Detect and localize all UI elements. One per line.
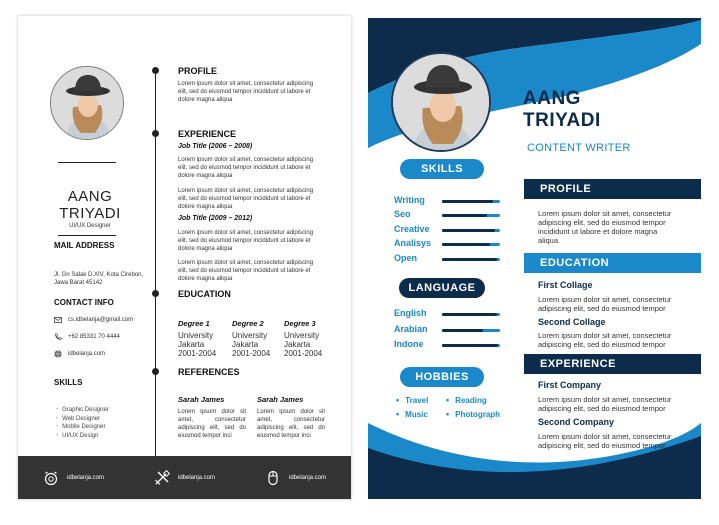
contact-website: idbelanja.com <box>68 351 106 357</box>
footer-text: idbelanja.com <box>288 474 327 481</box>
mail-address-title: MAIL ADDRESS <box>54 241 115 250</box>
degree-school: University Jakarta 2001-2004 <box>284 331 323 358</box>
education-name: First Collage <box>538 280 593 290</box>
candidate-name: AANG TRIYADI <box>59 188 121 222</box>
experience-name: First Company <box>538 380 602 390</box>
profile-text: Lorem ipsum dolor sit amet, consectetur adipiscing elit, sed do eiusmod tempor incididunt ut labore et dolore magna aliqua <box>178 81 314 103</box>
skill-bar <box>442 214 500 217</box>
skill-item: • UI/UX Design <box>56 432 109 441</box>
name-divider-bottom <box>58 235 116 236</box>
skill-item: • Graphic Designer <box>56 406 109 415</box>
candidate-first-name: AANG <box>523 88 581 109</box>
alarm-clock-icon <box>43 470 59 486</box>
references-title: REFERENCES <box>178 367 240 377</box>
design-tools-icon <box>154 470 170 486</box>
job-description: Lorem ipsum dolor sit amet, consectetur adipiscing elit, sed do eiusmod tempor incididunt ut labore et dolore magna aliqua <box>178 260 314 282</box>
language-bar <box>442 344 500 347</box>
timeline-dot <box>152 130 159 137</box>
degree-title: Degree 3 <box>284 319 316 328</box>
globe-icon <box>54 350 62 358</box>
timeline-dot <box>152 290 159 297</box>
language-pill: LANGUAGE <box>399 278 485 298</box>
timeline-line <box>155 70 156 462</box>
reference-column <box>178 395 246 440</box>
job-description: Lorem ipsum dolor sit amet, consectetur adipiscing elit, sed do eiusmod tempor incididunt ut labore et dolore magna aliqua <box>178 230 314 252</box>
language-row <box>394 324 500 336</box>
language-bar <box>442 313 500 316</box>
mouse-icon <box>265 470 281 486</box>
name-divider-top <box>58 162 116 163</box>
skill-row <box>394 253 500 265</box>
language-row <box>394 339 500 351</box>
hobby-item: • Reading <box>446 395 487 405</box>
skill-bar-fill <box>442 229 495 232</box>
language-label: Arabian <box>394 324 428 334</box>
profile-band: PROFILE <box>524 179 701 199</box>
contact-phone: +62 85331 70 4444 <box>68 334 120 340</box>
experience-text: Lorem ipsum dolor sit amet, consectetur adipiscing elit, sed do eiusmod tempor <box>538 432 672 450</box>
experience-band: EXPERIENCE <box>524 354 701 374</box>
phone-icon <box>54 333 62 341</box>
language-bar-fill <box>442 313 497 316</box>
candidate-role: CONTENT WRITER <box>527 142 631 154</box>
language-label: English <box>394 308 427 318</box>
job-title: Job Title (2006 – 2008) <box>178 143 253 150</box>
skill-bar <box>442 258 500 261</box>
reference-text: Lorem ipsum dolor sit amet, consectetur adipiscing elit, sed do eiusmod tempor inci <box>178 409 246 439</box>
experience-text: Lorem ipsum dolor sit amet, consectetur adipiscing elit, sed do eiusmod tempor <box>538 395 672 413</box>
profile-photo <box>391 52 491 152</box>
degree-title: Degree 1 <box>178 319 210 328</box>
job-description: Lorem ipsum dolor sit amet, consectetur adipiscing elit, sed do eiusmod tempor incididunt ut labore et dolore magna aliqua <box>178 157 314 179</box>
skill-label: Seo <box>394 209 411 219</box>
degree-school: University Jakarta 2001-2004 <box>232 331 271 358</box>
education-band: EDUCATION <box>524 253 701 273</box>
skills-pill: SKILLS <box>400 159 484 179</box>
profile-title: PROFILE <box>178 66 218 76</box>
hobby-item: • Photograph <box>446 409 500 419</box>
resume-template-right <box>368 18 701 499</box>
profile-text: Lorem ipsum dolor sit amet, consectetur adipiscing elit, sed do eiusmod tempor incididunt ut labore et dolore magna aliqua. <box>538 209 672 245</box>
contact-email-row <box>54 316 133 324</box>
skill-bar <box>442 200 500 203</box>
degree-column <box>178 319 226 358</box>
skill-row <box>394 195 500 207</box>
education-name: Second Collage <box>538 317 606 327</box>
profile-photo <box>50 66 124 140</box>
contact-phone-row <box>54 333 120 341</box>
footer-item <box>129 470 240 486</box>
language-bar-fill <box>442 344 498 347</box>
skills-title: SKILLS <box>54 378 83 387</box>
timeline-dot <box>152 67 159 74</box>
hobbies-pill: HOBBIES <box>400 367 484 387</box>
footer-bar <box>18 456 351 499</box>
language-row <box>394 308 500 320</box>
reference-name: Sarah James <box>178 395 225 404</box>
mail-address-text: Jl. Gn Salak D.XIV, Kota Cirebon, Jawa Barat 45142 <box>54 272 144 286</box>
degree-column <box>232 319 280 358</box>
skill-label: Creative <box>394 224 430 234</box>
candidate-last-name: TRIYADI <box>523 110 601 131</box>
candidate-role: UI/UX Designer <box>69 223 111 229</box>
reference-name: Sarah James <box>257 395 304 404</box>
footer-item <box>18 470 129 486</box>
skill-bar-fill <box>442 243 490 246</box>
person-portrait-icon <box>393 54 491 152</box>
skill-bar-fill <box>442 200 493 203</box>
skill-bar-fill <box>442 258 497 261</box>
skill-item: • Mobile Designer <box>56 423 109 432</box>
skill-label: Analisys <box>394 238 432 248</box>
experience-title: EXPERIENCE <box>178 129 237 139</box>
education-title: EDUCATION <box>178 289 231 299</box>
skills-list <box>56 406 109 440</box>
contact-info-title: CONTACT INFO <box>54 298 114 307</box>
skill-item: • Web Designer <box>56 415 109 424</box>
reference-column <box>257 395 325 440</box>
skill-bar-fill <box>442 214 487 217</box>
experience-name: Second Company <box>538 417 615 427</box>
skill-label: Writing <box>394 195 425 205</box>
skill-row <box>394 209 500 221</box>
education-text: Lorem ipsum dolor sit amet, consectetur adipiscing elit, sed do eiusmod tempor <box>538 295 672 313</box>
footer-text: idbelanja.com <box>177 474 216 481</box>
candidate-name <box>523 88 601 132</box>
footer-text: idbelanja.com <box>66 474 105 481</box>
degree-title: Degree 2 <box>232 319 264 328</box>
hobby-item: • Music <box>396 409 428 419</box>
person-portrait-icon <box>51 67 124 140</box>
skill-label: Open <box>394 253 418 263</box>
envelope-icon <box>54 316 62 324</box>
skill-row <box>394 224 500 236</box>
degree-school: University Jakarta 2001-2004 <box>178 331 217 358</box>
skill-row <box>394 238 500 250</box>
footer-item <box>240 470 351 486</box>
language-bar <box>442 329 500 332</box>
reference-text: Lorem ipsum dolor sit amet, consectetur adipiscing elit, sed do eiusmod tempor inci <box>257 409 325 439</box>
language-bar-fill <box>442 329 483 332</box>
skill-bar <box>442 243 500 246</box>
hobby-item: • Travel <box>396 395 428 405</box>
resume-template-left <box>18 16 351 499</box>
contact-web-row <box>54 350 105 358</box>
degree-column <box>284 319 332 358</box>
job-title: Job Title (2009 – 2012) <box>178 215 253 222</box>
education-text: Lorem ipsum dolor sit amet, consectetur adipiscing elit, sed do eiusmod tempor <box>538 331 672 349</box>
job-description: Lorem ipsum dolor sit amet, consectetur adipiscing elit, sed do eiusmod tempor incididunt ut labore et dolore magna aliqua <box>178 188 314 210</box>
timeline-dot <box>152 368 159 375</box>
contact-email: cs.idbelanja@gmail.com <box>68 317 134 323</box>
language-label: Indone <box>394 339 424 349</box>
skill-bar <box>442 229 500 232</box>
